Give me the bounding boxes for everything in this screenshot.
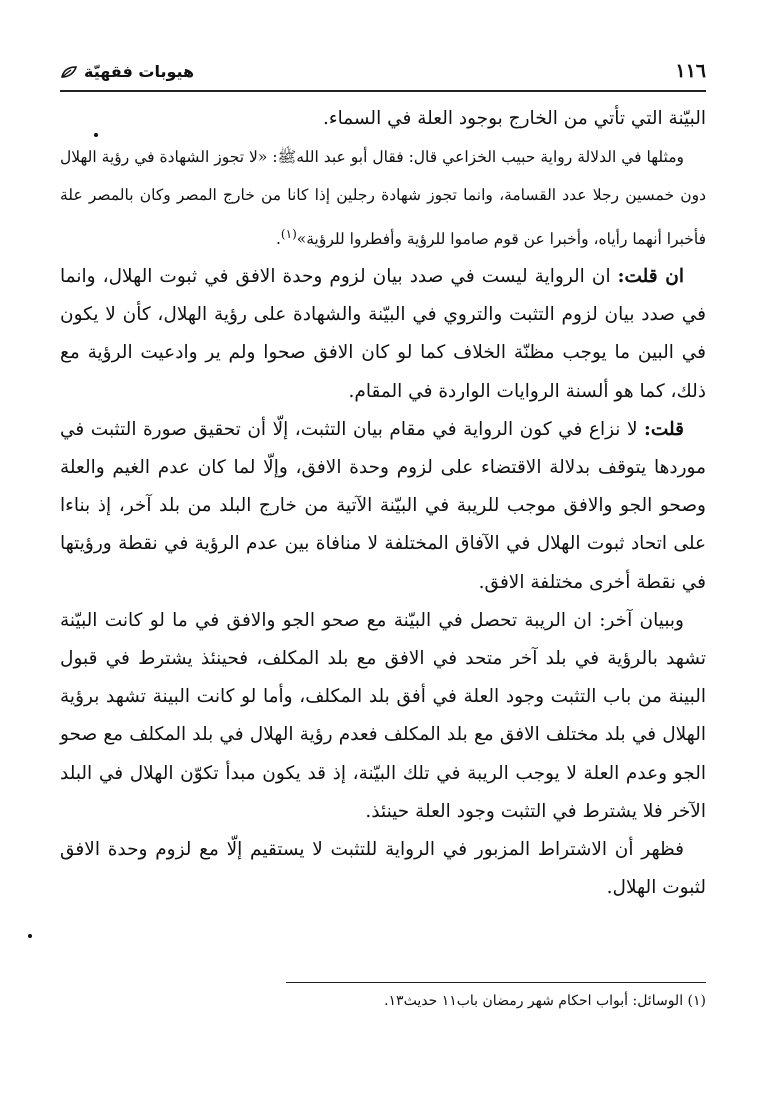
footnote: (١) الوسائل: أبواب احكام شهر رمضان باب١١ حديث١٣. (384, 993, 706, 1009)
paragraph-2 (60, 138, 706, 258)
paragraph-6: فظهر أن الاشتراط المزبور في الرواية للتثبت لا يستقيم إلّا مع لزوم وحدة الافق لثبوت الهلال. (60, 839, 706, 899)
objection-text: ان الرواية ليست في صدد بيان لزوم وحدة الافق في ثبوت الهلال، وانما في صدد بيان لزوم التثبت والتروي في البيّنة والشهادة على رؤية الهلال، كأن لا يكون في البين ما يوجب مظنّة الخلاف كما لو كان الافق صحوا ولم ير وادعيت الرؤية مع ذلك، كما هو ألسنة الروايات الواردة في المقام. (60, 265, 706, 402)
quote-period: . (275, 229, 281, 248)
running-title: هيوبات فقهيّة (84, 62, 195, 81)
leaf-icon (60, 65, 78, 79)
speck-mark (94, 133, 98, 137)
paragraph-3 (60, 258, 706, 411)
quote-text: ومثلها في الدلالة رواية حبيب الخزاعي قال: فقال أبو عبد الله‏ﷺ: «لا تجوز الشهادة في رؤية الهلال دون خمسين رجلا عدد القسامة، وانما تجوز شهادة رجلين إذا كانا من خارج المصر وكان بالمصر علة فأخبرا أنهما رأياه، وأخبرا عن قوم صاموا للرؤية وأفطروا للرؤية» (60, 148, 706, 248)
main-text (60, 100, 706, 907)
footnote-reference: (١) (280, 226, 297, 241)
speck-mark (28, 934, 32, 938)
running-title-block (60, 62, 194, 81)
reply-label: قلت: (644, 418, 684, 440)
paragraph-4 (60, 411, 706, 602)
objection-label: ان قلت: (617, 265, 684, 287)
paragraph-1: البيّنة التي تأتي من الخارج بوجود العلة في السماء. (323, 108, 706, 129)
reply-text: لا نزاع في كون الرواية في مقام بيان التثبت، إلّا أن تحقيق صورة التثبت في موردها يتوقف بدلالة الاقتضاء على لزوم وحدة الافق، وإلّا لما كان عدم الغيم والعلة وصحو الجو والافق موجب للريبة في البيّنة الآتية من خارج البلد من بلد آخر، إذ بناءا على اتحاد ثبوت الهلال في الآفاق المختلفة لا منافاة بين عدم الرؤية في نقطة ورؤيتها في نقطة أخرى مختلفة الافق. (60, 418, 706, 593)
header-rule (60, 90, 706, 92)
page-header (60, 56, 706, 88)
paragraph-5: وببيان آخر: ان الريبة تحصل في البيّنة مع صحو الجو والافق في ما لو كانت البيّنة تشهد بالرؤية في بلد آخر متحد في الافق مع بلد المكلف، فحينئذ يشترط في قبول البينة من باب التثبت وجود العلة في أفق بلد المكلف، وأما لو كانت البينة تشهد برؤية الهلال في بلد مختلف الافق مع بلد المكلف فعدم رؤية الهلال في بلد المكلف مع صحو الجو وعدم العلة لا يوجب الريبة في تلك البيّنة، إذ قد يكون مبدأ تكوّن الهلال في البلد الآخر فلا يشترط في التثبت وجود العلة حينئذ. (60, 609, 706, 822)
footnote-rule (286, 982, 706, 983)
page-number: ١١٦ (675, 60, 706, 82)
